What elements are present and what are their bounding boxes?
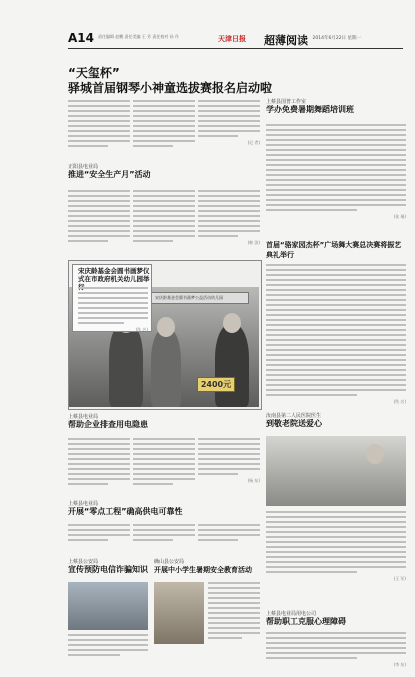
right1-text (266, 124, 406, 220)
story-shangcai-head (68, 413, 148, 430)
main-byline: (记 者) (247, 140, 260, 145)
story-shangcai-dept: 上蔡县电业局 (68, 414, 99, 420)
main-headline: 驿城首届钢琴小神童选拔赛报名启动啦 (68, 81, 273, 95)
shangcai-text-col-1 (68, 438, 130, 488)
clinic-face (366, 444, 384, 464)
photo-face-2 (157, 317, 175, 337)
zhixia-text-col-1 (68, 524, 130, 544)
donation-cheque: 2400元 (197, 377, 235, 392)
xiping-text (208, 582, 260, 642)
photo-person-3 (215, 325, 249, 407)
right3-dept: 汝南县第二人民医院医生 (266, 413, 322, 419)
section-title: 超薄阅读 (264, 34, 308, 47)
police-photo (68, 582, 148, 630)
issue-date: 2014年6月22日 星期一 (312, 36, 361, 41)
main-kicker: “天玺杯” (68, 66, 120, 80)
right4-text (266, 632, 406, 668)
story-security-head (68, 163, 151, 180)
right4-dept: 上蔡县电业局用电公司 (266, 611, 317, 617)
main-text-col-1 (68, 100, 130, 150)
security-byline: (韩 滨) (247, 240, 260, 245)
right1-dept: 上蔡县国普工作室 (266, 99, 307, 105)
right3-headline: 到敬老院送爱心 (266, 419, 322, 428)
zhixia-text-col-2 (133, 524, 195, 544)
right1-byline: (张 瑞) (393, 214, 406, 219)
right2-head (266, 240, 406, 260)
story-shangcai-headline: 帮助企业排查用电隐患 (68, 420, 148, 429)
story-security-dept: 正阳县电业局 (68, 164, 99, 170)
shangcai-text-col-3 (198, 438, 260, 484)
story-zhixia-dept: 上蔡县电业局 (68, 501, 99, 507)
story-zhixia-headline: 开展“零点工程”确高供电可靠性 (68, 507, 183, 516)
story-police-dept: 上蔡县公安局 (68, 559, 99, 565)
police-text (68, 634, 148, 659)
clinic-photo (266, 436, 406, 506)
story-xiping-head (154, 558, 252, 575)
story-police-head (68, 558, 148, 575)
page-number: A14 (68, 31, 94, 45)
photo-person-1 (109, 323, 143, 407)
photo-caption-text (78, 287, 148, 333)
right4-head (266, 610, 406, 627)
story-xiping-headline: 开展中小学生暑期安全教育活动 (154, 566, 252, 574)
main-text-col-2 (133, 100, 195, 150)
photo-caption-box (72, 264, 152, 332)
story-security-headline: 推进“安全生产月”活动 (68, 170, 151, 179)
right3-text (266, 511, 406, 582)
photo-feature (68, 260, 262, 410)
security-text-col-1 (68, 190, 130, 245)
editor-credits: 责任编辑 赵鹏 责任美编 王 芳 责任校对 孙 丹 (98, 34, 179, 39)
students-photo (154, 582, 204, 644)
shangcai-text-col-2 (133, 438, 195, 488)
right1-head (266, 98, 406, 115)
story-police-headline: 宣传预防电信诈骗知识 (68, 565, 148, 574)
newspaper-logo: 天津日报 (218, 35, 246, 43)
photo-caption-credit: (佚 名) (135, 327, 148, 332)
page-header (68, 32, 403, 49)
right4-headline: 帮助职工克服心理障碍 (266, 617, 346, 626)
story-zhixia-head (68, 500, 183, 517)
right2-text (266, 264, 406, 405)
security-text-col-2 (133, 190, 195, 245)
zhixia-text-col-3 (198, 524, 260, 544)
shangcai-byline: (杨 东) (247, 478, 260, 483)
story-xiping-dept: 确山县公安局 (154, 559, 185, 565)
photo-caption-title: 宋庆龄基金会圆书画梦仪式在市政府机关幼儿园举 (78, 267, 150, 283)
photo-banner: 宋庆龄基金会圆书画梦公益活动幼儿园 (129, 292, 249, 304)
right3-byline: (王 军) (393, 576, 406, 581)
photo-person-2 (151, 329, 181, 407)
right4-byline: (李 东) (393, 662, 406, 667)
security-text-col-3 (198, 190, 260, 246)
right2-headline: 首届“骆家园杰杯”广场舞大赛总决赛将振艺典礼举行 (266, 241, 402, 259)
right3-head (266, 412, 406, 429)
photo-face-3 (223, 313, 241, 333)
right1-headline: 学办免费暑期舞蹈培训班 (266, 105, 354, 114)
right2-byline: (佚 名) (393, 399, 406, 404)
main-text-col-3 (198, 100, 260, 146)
